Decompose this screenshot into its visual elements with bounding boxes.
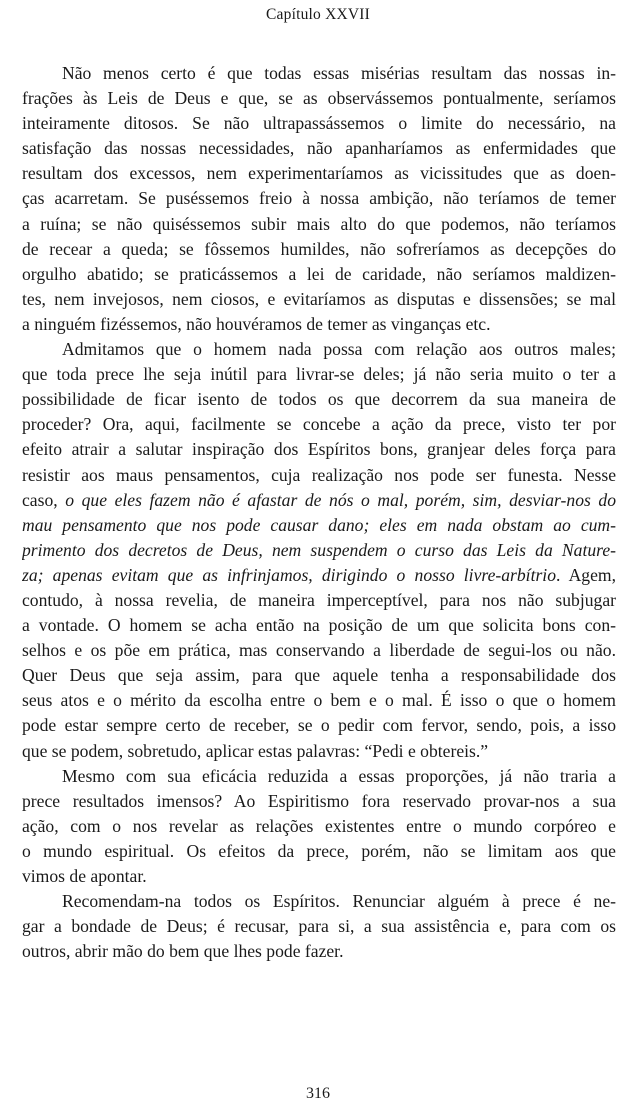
text-line (22, 513, 616, 538)
text-segment: ças acarretam. Se puséssemos freio à nossa ambição, não teríamos de temer (22, 188, 616, 209)
text-segment: outros, abrir mão do bem que lhes pode fazer. (22, 941, 344, 962)
text-line (22, 312, 616, 337)
text-line (22, 61, 616, 86)
text-line (22, 563, 616, 588)
text-line (22, 914, 616, 939)
text-segment: Mesmo com sua eficácia reduzida a essas proporções, já não traria a (62, 765, 616, 786)
paragraph (22, 337, 616, 764)
text-segment: a vontade. O homem se acha então na posição de um que solicita bons con- (22, 615, 616, 636)
text-segment: selhos e os põe em prática, mas conservando a liberdade de segui-los ou não. (22, 640, 616, 661)
text-segment: Quer Deus que seja assim, para que aquele tenha a responsabilidade dos (22, 665, 616, 686)
text-line (22, 136, 616, 161)
text-segment: gar a bondade de Deus; é recusar, para si, a sua assistência e, para com os (22, 916, 616, 937)
text-line (22, 739, 616, 764)
text-segment: de recear a queda; se fôssemos humildes, não sofreríamos as decepções do (22, 238, 616, 259)
text-segment: tes, nem invejosos, nem ciosos, e evitaríamos as disputas e dissensões; se mal (22, 288, 616, 309)
text-segment: Não menos certo é que todas essas misérias resultam das nossas in- (62, 63, 616, 83)
text-segment: frações às Leis de Deus e que, se as observássemos pontualmente, seríamos (22, 88, 616, 109)
text-line (22, 287, 616, 312)
text-segment: . Agem, (556, 564, 616, 585)
chapter-title: Capítulo XXVII (266, 6, 370, 23)
text-segment: resistir aos maus pensamentos, cuja realização nos pode ser funesta. Nesse (22, 464, 616, 485)
text-line (22, 412, 616, 437)
text-line (22, 613, 616, 638)
text-segment: efeito atrair a salutar inspiração dos Espíritos bons, granjear deles força para (22, 439, 616, 460)
page-number: 316 (306, 1085, 330, 1102)
text-line (22, 663, 616, 688)
text-line (22, 362, 616, 387)
text-line (22, 212, 616, 237)
text-line (22, 437, 616, 462)
text-line (22, 939, 616, 964)
text-segment: resultam dos excessos, nem experimentaríamos as vicissitudes que as doen- (22, 163, 616, 184)
text-segment: seus atos e o mérito da escolha entre o bem e o mal. É isso o que o homem (22, 690, 616, 711)
body-text (22, 61, 616, 964)
text-segment: que toda prece lhe seja inútil para livrar-se deles; já não seria muito o ter a (22, 364, 616, 385)
italic-text: primento dos decretos de Deus, nem suspendem o curso das Leis da Nature- (22, 539, 616, 560)
text-line (22, 688, 616, 713)
text-segment: ação, com o nos revelar as relações existentes entre o mundo corpóreo e (22, 815, 616, 836)
text-line (22, 262, 616, 287)
text-line (22, 764, 616, 789)
text-segment: contudo, à nossa revelia, de maneira imperceptível, para nos não subjugar (22, 589, 616, 610)
page-header (0, 6, 636, 24)
text-line (22, 814, 616, 839)
text-line (22, 337, 616, 362)
text-segment: satisfação das nossas necessidades, não apanharíamos as enfermidades que (22, 138, 616, 159)
text-line (22, 713, 616, 738)
text-segment: a ninguém fizéssemos, não houvéramos de temer as vinganças etc. (22, 313, 491, 334)
text-segment: o mundo espiritual. Os efeitos da prece, porém, não se limitam aos que (22, 840, 616, 861)
paragraph (22, 764, 616, 889)
text-line (22, 789, 616, 814)
text-segment: prece resultados imensos? Ao Espiritismo fora reservado provar-nos a sua (22, 790, 616, 811)
text-segment: Admitamos que o homem nada possa com relação aos outros males; (62, 339, 616, 360)
text-line (22, 638, 616, 663)
italic-text: mau pensamento que nos pode causar dano; eles em nada obstam ao cum- (22, 514, 616, 535)
text-line (22, 889, 616, 914)
text-segment: a ruína; se não quiséssemos subir mais alto do que podemos, não teríamos (22, 213, 616, 234)
text-segment: pode estar sempre certo de receber, se o pedir com fervor, sendo, pois, a isso (22, 715, 616, 736)
text-line (22, 488, 616, 513)
text-line (22, 161, 616, 186)
text-line (22, 538, 616, 563)
text-segment: que se podem, sobretudo, aplicar estas palavras: “Pedi e obtereis.” (22, 740, 489, 761)
text-segment: orgulho abatido; se praticássemos a lei de caridade, não seríamos maldizen- (22, 263, 616, 284)
text-segment: vimos de apontar. (22, 866, 147, 886)
text-segment: caso, (22, 489, 66, 510)
text-line (22, 387, 616, 412)
text-segment: proceder? Ora, aqui, facilmente se concebe a ação da prece, visto ter por (22, 414, 616, 435)
text-line (22, 463, 616, 488)
italic-text: za; apenas evitam que as infrinjamos, dirigindo o nosso livre-arbítrio (22, 564, 556, 585)
text-segment: inteiramente ditosos. Se não ultrapassássemos o limite do necessário, na (22, 113, 616, 134)
text-line (22, 588, 616, 613)
text-line (22, 186, 616, 211)
text-segment: Recomendam-na todos os Espíritos. Renunciar alguém à prece é ne- (62, 891, 616, 912)
italic-text: o que eles fazem não é afastar de nós o mal, porém, sim, desviar-nos do (65, 489, 616, 510)
paragraph (22, 889, 616, 964)
text-line (22, 111, 616, 136)
text-line (22, 864, 616, 889)
paragraph (22, 61, 616, 337)
text-segment: possibilidade de ficar isento de todos os que decorrem da sua maneira de (22, 389, 616, 410)
text-line (22, 839, 616, 864)
text-line (22, 237, 616, 262)
text-line (22, 86, 616, 111)
